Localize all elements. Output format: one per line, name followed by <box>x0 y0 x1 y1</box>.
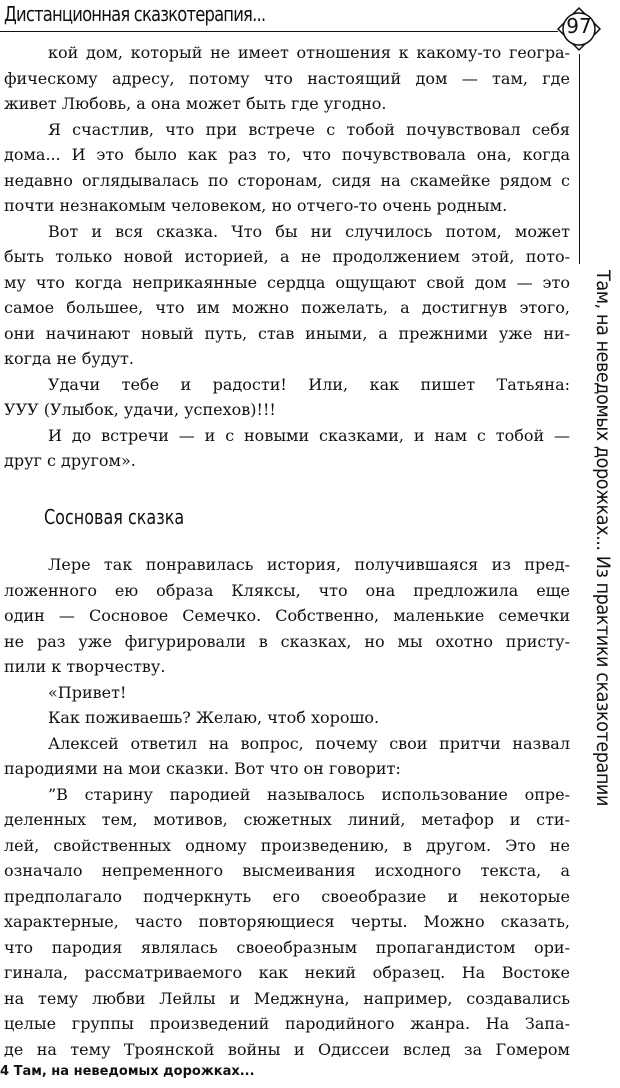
header-rule <box>0 31 558 32</box>
text-line: пили к творчеству. <box>4 657 166 676</box>
page-footer: 4 Там, на неведомых дорожках... <box>0 1064 255 1079</box>
text-line: друг с другом». <box>4 451 136 470</box>
text-line: му что когда неприкаянные сердца ощущают свой дом — это <box>4 272 570 292</box>
running-title: Дистанционная сказкотерапия... <box>4 2 266 26</box>
text-line: самое большее, что им можно пожелать, а достигнув этого, <box>4 298 570 317</box>
paragraph <box>4 552 570 680</box>
text-line: дома... И это было как раз то, что почувствовала она, когда <box>4 145 570 164</box>
side-running-title: Там, на неведомых дорожках... Из практики сказкотерапии <box>592 270 614 806</box>
text-line: когда не будут. <box>4 349 134 368</box>
text-line: Как поживаешь? Желаю, чтоб хорошо. <box>48 708 380 727</box>
text-line: почти незнакомым человеком, но отчего-то очень родным. <box>4 196 508 215</box>
text-line: Я счастлив, что при встрече с тобой почувствовал себя <box>48 119 570 139</box>
text-line: не раз уже фигурировали в сказках, но мы охотно присту- <box>4 631 570 651</box>
paragraph <box>4 40 570 117</box>
side-rule <box>579 54 580 264</box>
text-line: что пародия являлась своеобразным пропагандистом ори- <box>4 937 570 957</box>
page-number: 97 <box>566 14 592 38</box>
text-line: один — Сосновое Семечко. Собственно, маленькие семечки <box>4 606 570 625</box>
text-line: фическому адресу, потому что настоящий дом — там, где <box>4 68 570 88</box>
text-line: Удачи тебе и радости! Или, как пишет Татьяна: <box>48 374 570 394</box>
text-line: де на тему Троянской войны и Одиссеи вслед за Гомером <box>4 1039 570 1059</box>
paragraph <box>4 731 570 782</box>
text-line: Лере так понравилась история, получившаяся из пред- <box>48 555 570 574</box>
text-line: ложенного ею образа Кляксы, что она предложила еще <box>4 580 570 600</box>
text-line: означало непременного высмеивания исходного текста, а <box>4 861 570 880</box>
text-line: целые группы произведений пародийного жанра. На Запа- <box>4 1014 570 1033</box>
text-line: «Привет! <box>48 682 127 702</box>
section-heading: Сосновая сказка <box>44 505 185 529</box>
text-line: они начинают новый путь, став иными, а прежними уже ни- <box>4 323 570 343</box>
paragraph <box>4 782 570 1063</box>
text-line: ”В старину пародией называлось использование опре- <box>48 784 570 804</box>
paragraph <box>4 219 570 372</box>
text-line: лей, свойственных одному произведению, в другом. Это не <box>4 835 570 855</box>
text-line: пародиями на мои сказки. Вот что он говорит: <box>4 759 401 778</box>
paragraph <box>4 117 570 219</box>
paragraph <box>4 423 570 474</box>
text-line: живет Любовь, а она может быть где угодно. <box>4 94 387 113</box>
paragraph <box>4 680 570 706</box>
paragraph <box>4 372 570 423</box>
text-line: деленных тем, мотивов, сюжетных линий, метафор и сти- <box>4 810 570 829</box>
text-block-1 <box>4 40 570 474</box>
text-line: гинала, рассматриваемого как некий образец. На Востоке <box>4 963 570 982</box>
text-block-2 <box>4 552 570 1062</box>
text-line: предполагало подчеркнуть его своеобразие и некоторые <box>4 886 570 906</box>
text-line: УУУ (Улыбок, удачи, успехов)!!! <box>4 400 276 419</box>
paragraph <box>4 705 570 731</box>
text-line: недавно оглядывалась по сторонам, сидя на скамейке рядом с <box>4 170 570 190</box>
text-line: Алексей ответил на вопрос, почему свои притчи назвал <box>48 733 570 753</box>
text-line: Вот и вся сказка. Что бы ни случилось потом, может <box>48 221 570 241</box>
text-line: И до встречи — и с новыми сказками, и нам с тобой — <box>48 425 570 445</box>
text-line: на тему любви Лейлы и Меджнуна, например, создавались <box>4 988 570 1008</box>
text-line: кой дом, который не имеет отношения к какому-то геогра- <box>48 43 570 62</box>
text-line: быть только новой историей, а не продолжением этой, пото- <box>4 247 570 266</box>
text-line: характерные, часто повторяющиеся черты. Можно сказать, <box>4 912 570 931</box>
